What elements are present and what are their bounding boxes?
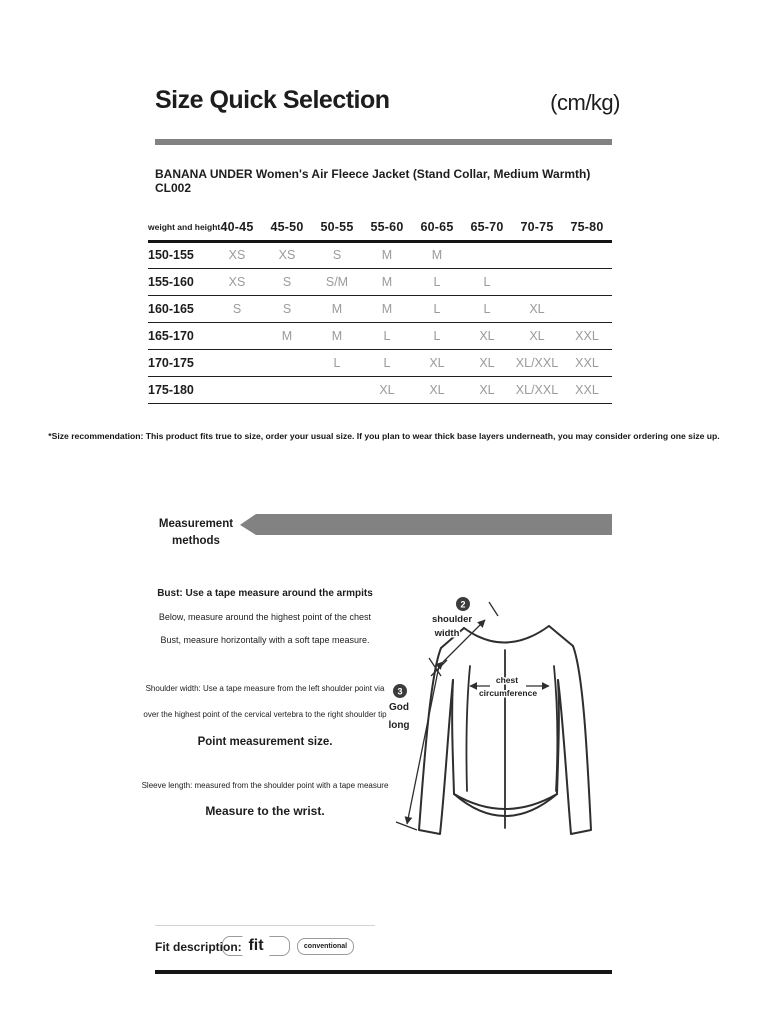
height-range: 170-175 <box>148 349 212 376</box>
weight-column: 60-65 <box>412 214 462 241</box>
size-cell <box>512 268 562 295</box>
size-cell <box>462 241 512 268</box>
size-cell: L <box>412 268 462 295</box>
jacket-outline-drawing <box>383 588 623 848</box>
footer-divider-thin <box>155 925 375 926</box>
size-cell: L <box>462 268 512 295</box>
fit-description-label: Fit description: <box>155 940 242 954</box>
size-cell: M <box>312 322 362 349</box>
size-cell: XL <box>462 322 512 349</box>
chest-circumference-label-1: chest <box>495 675 519 685</box>
height-range: 155-160 <box>148 268 212 295</box>
size-cell <box>262 376 312 403</box>
table-row <box>148 376 612 403</box>
corner-label: weight and height <box>148 214 212 241</box>
chest-circumference-label-2: circumference <box>478 688 538 698</box>
size-table <box>148 214 612 404</box>
weight-column: 45-50 <box>262 214 312 241</box>
measurement-banner-arrow <box>240 514 612 535</box>
sleeve-instructions <box>125 781 405 818</box>
size-cell <box>562 268 612 295</box>
size-cell: M <box>312 295 362 322</box>
size-cell: XL <box>462 376 512 403</box>
jacket-measurement-diagram <box>383 588 623 848</box>
table-header-row <box>148 214 612 241</box>
shoulder-instructions <box>125 684 405 748</box>
size-cell <box>212 376 262 403</box>
size-cell: L <box>312 349 362 376</box>
size-cell <box>262 349 312 376</box>
size-cell: XL <box>462 349 512 376</box>
table-row <box>148 241 612 268</box>
size-recommendation-note: *Size recommendation: This product fits true to size, order your usual size. If you plan to wear thick base layers underneath, you may consider ordering one size up. <box>48 431 720 441</box>
weight-column: 40-45 <box>212 214 262 241</box>
sleeve-line2: Measure to the wrist. <box>205 804 325 818</box>
height-range: 165-170 <box>148 322 212 349</box>
badge-sleeve-length <box>393 684 407 698</box>
size-cell: XS <box>212 268 262 295</box>
size-cell <box>212 349 262 376</box>
size-cell: M <box>262 322 312 349</box>
weight-column: 50-55 <box>312 214 362 241</box>
bust-line2: Below, measure around the highest point of the chest <box>158 612 372 622</box>
shoulder-width-label-1: shoulder <box>431 614 473 625</box>
table-row <box>148 322 612 349</box>
size-cell <box>562 241 612 268</box>
weight-column: 65-70 <box>462 214 512 241</box>
shoulder-line2: over the highest point of the cervical vertebra to the right shoulder tip <box>143 710 387 719</box>
size-cell: M <box>362 268 412 295</box>
page-title: Size Quick Selection <box>155 86 390 114</box>
size-cell: M <box>362 295 412 322</box>
size-cell: L <box>462 295 512 322</box>
measure-lines <box>396 599 549 830</box>
weight-column: 75-80 <box>562 214 612 241</box>
table-row <box>148 349 612 376</box>
header-divider <box>155 139 612 145</box>
size-cell <box>312 376 362 403</box>
size-cell: S <box>212 295 262 322</box>
sleeve-length-label-1: God <box>389 702 409 713</box>
bust-instructions <box>125 588 405 658</box>
size-cell: XL <box>412 376 462 403</box>
size-cell <box>562 295 612 322</box>
size-cell: S <box>262 268 312 295</box>
fit-option-text: conventional <box>303 943 348 950</box>
size-cell: XL/XXL <box>512 349 562 376</box>
size-cell: S <box>262 295 312 322</box>
height-range: 150-155 <box>148 241 212 268</box>
bust-line3: Bust, measure horizontally with a soft tape measure. <box>160 635 370 645</box>
size-cell: XS <box>262 241 312 268</box>
unit-label: (cm/kg) <box>550 90 620 115</box>
size-cell: XL <box>412 349 462 376</box>
badge-shoulder-width <box>456 597 470 611</box>
measurement-methods-label <box>152 516 240 550</box>
size-cell <box>212 322 262 349</box>
footer-divider-thick <box>155 970 612 974</box>
size-cell: L <box>362 322 412 349</box>
badge-3-number: 3 <box>397 686 403 697</box>
size-cell: L <box>362 349 412 376</box>
size-cell: XL/XXL <box>512 376 562 403</box>
size-cell: L <box>412 295 462 322</box>
size-cell: XS <box>212 241 262 268</box>
height-range: 175-180 <box>148 376 212 403</box>
badge-2-number: 2 <box>460 599 466 610</box>
size-cell: XL <box>512 295 562 322</box>
shoulder-line1: Shoulder width: Use a tape measure from the left shoulder point via <box>145 684 385 693</box>
shoulder-width-label-2: width <box>434 628 460 639</box>
weight-column: 55-60 <box>362 214 412 241</box>
product-name: BANANA UNDER Women's Air Fleece Jacket (Stand Collar, Medium Warmth) CL002 <box>155 167 591 195</box>
weight-column: 70-75 <box>512 214 562 241</box>
table-row <box>148 295 612 322</box>
jacket-outline <box>419 626 591 834</box>
sleeve-line1: Sleeve length: measured from the shoulder point with a tape measure <box>141 781 389 790</box>
size-cell: XXL <box>562 376 612 403</box>
fit-option-pill <box>297 938 354 955</box>
size-cell: S/M <box>312 268 362 295</box>
size-cell <box>512 241 562 268</box>
size-cell: XXL <box>562 322 612 349</box>
size-cell: XL <box>512 322 562 349</box>
sleeve-length-label-2: long <box>388 720 410 731</box>
table-row <box>148 268 612 295</box>
measurement-methods-line2: methods <box>172 535 220 547</box>
size-cell: XL <box>362 376 412 403</box>
fit-value-text: fit <box>242 935 269 957</box>
shoulder-line3: Point measurement size. <box>197 736 333 748</box>
size-cell: L <box>412 322 462 349</box>
bust-line1: Bust: Use a tape measure around the armpits <box>157 588 373 599</box>
size-cell: XXL <box>562 349 612 376</box>
size-cell: M <box>412 241 462 268</box>
size-cell: S <box>312 241 362 268</box>
size-cell: M <box>362 241 412 268</box>
height-range: 160-165 <box>148 295 212 322</box>
fit-value-pill <box>222 936 290 956</box>
measurement-methods-line1: Measurement <box>158 518 234 530</box>
